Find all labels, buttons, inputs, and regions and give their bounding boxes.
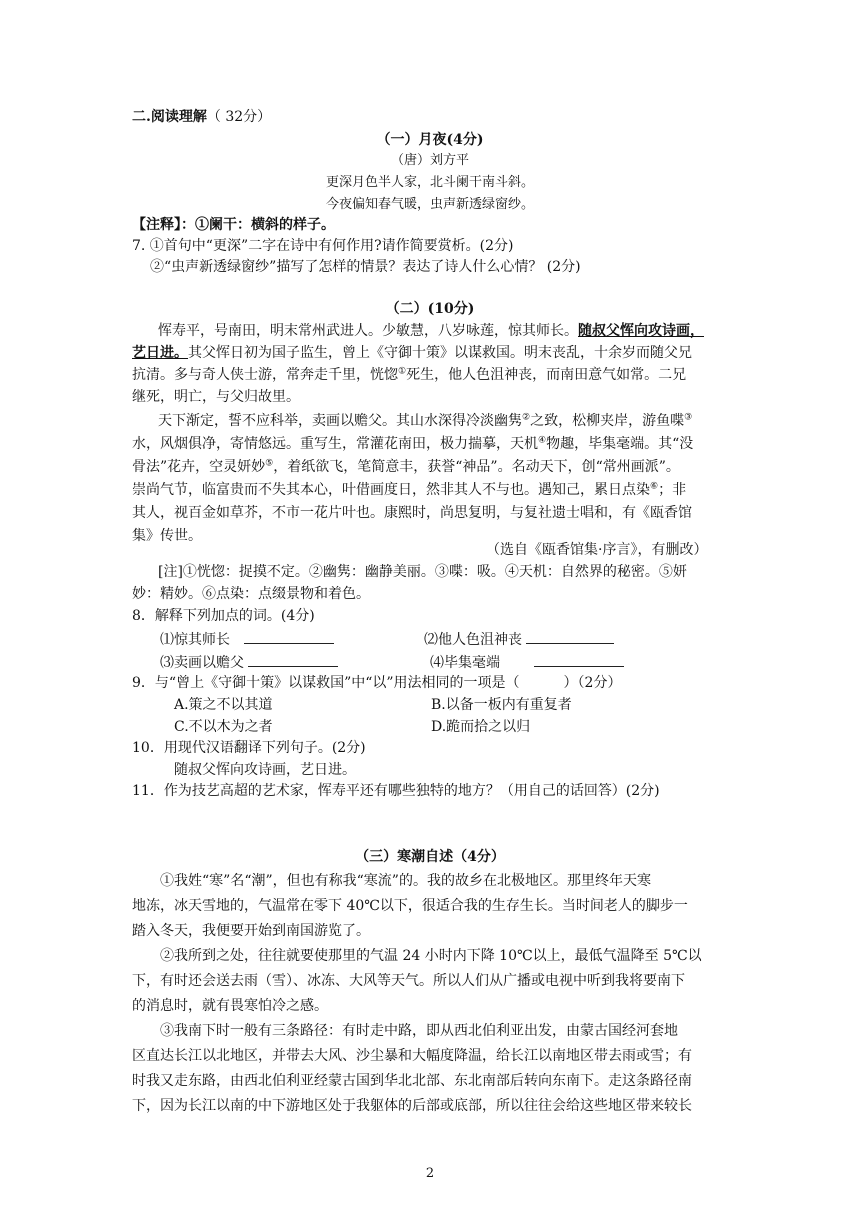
- section-heading-title: 二.阅读理解: [132, 109, 207, 125]
- poem-line-2: 今夜偏知春气暖，虫声新透绿窗纱。: [325, 197, 534, 212]
- passage2-text: 死生，他人色沮神丧，而南田意气如常。二兄: [406, 367, 687, 383]
- passage2-line-8: [132, 480, 686, 500]
- question-7-1: 7. ①首句中“更深”二字在诗中有何作用?请作简要赏析。(2分): [132, 238, 514, 254]
- passage2-notes-line-2: 妙：精妙。⑥点染：点缀景物和着色。: [132, 586, 370, 602]
- question-8-item-2: [424, 629, 614, 650]
- answer-blank[interactable]: [526, 629, 614, 644]
- option-c: C.不以木为之者: [174, 719, 273, 735]
- section-heading: [132, 107, 271, 127]
- passage3-line-9: 时我又走东路，由西北伯利亚经蒙古国到华北北部、东北南部后转向东南下。走这条路径南: [132, 1073, 692, 1089]
- passage3-line-3: 踏入冬天，我便要开始到南国游览了。: [132, 923, 370, 939]
- question-10-sentence: 随叔父恽向攻诗画，艺日进。: [174, 762, 356, 778]
- question-10: 10．用现代汉语翻译下列句子。(2分): [132, 740, 366, 756]
- question-9-stem: 9．与“曾上《守御十策》以谋救国”中“以”用法相同的一项是（: [132, 675, 520, 691]
- passage2-line-6: [132, 434, 693, 454]
- passage3-line-1: ①我姓“寒”名“潮”，但也有称我“寒流”的。我的故乡在北极地区。那里终年天寒: [160, 873, 651, 889]
- passage2-source: （选自《瓯香馆集·序言》，有删改）: [486, 542, 708, 558]
- footnote-marker: ②: [522, 412, 531, 423]
- question-8-item-1-label: ⑴惊其师长: [160, 632, 230, 648]
- passage2-line-4: 继死，明亡，与父归故里。: [132, 389, 300, 405]
- part3-title: （三）寒潮自述（4分）: [355, 849, 505, 865]
- passage3-line-8: 区直达长江以北地区，并带去大风、沙尘暴和大幅度降温，给长江以南地区带去雨或雪；有: [132, 1048, 692, 1064]
- poem-line-1: 更深月色半人家，北斗阑干南斗斜。: [325, 175, 534, 190]
- page-number: 2: [425, 1166, 435, 1181]
- option-b: B.以备一板内有重复者: [431, 697, 572, 713]
- passage2-line-2: [132, 343, 692, 363]
- passage2-line-7: [132, 457, 680, 477]
- poem-author: （唐）刘方平: [390, 153, 469, 168]
- poem-note: 【注释】：①阑干：横斜的样子。: [132, 217, 335, 233]
- part1-title: （一）月夜(4分): [376, 132, 484, 148]
- passage2-text: 抗清。多与奇人侠士游，常奔走千里，恍惚: [132, 367, 398, 383]
- passage2-line-1: [158, 321, 704, 341]
- question-8-item-3: [160, 652, 338, 673]
- passage2-line-10: 集》传世。: [132, 528, 202, 544]
- passage2-underlined-sentence: 随叔父恽向攻诗画，: [578, 323, 704, 339]
- passage2-text: 水，风烟俱净，寄情悠远。重写生，常灌花南田，极力揣摹，天机: [132, 436, 538, 452]
- question-11: 11．作为技艺高超的艺术家，恽寿平还有哪些独特的地方？（用自己的话回答）(2分): [132, 783, 660, 799]
- passage2-text: 天下渐定，誓不应科举，卖画以赡父。其山水深得冷淡幽隽: [158, 413, 522, 429]
- answer-blank[interactable]: [248, 652, 338, 667]
- passage3-line-10: 下，因为长江以南的中下游地区处于我躯体的后部或底部，所以往往会给这些地区带来较长: [132, 1098, 692, 1114]
- question-8-item-1: [160, 629, 334, 650]
- passage3-line-6: 的消息时，就有畏寒怕冷之感。: [132, 998, 328, 1014]
- part2-title: （二）(10分): [385, 301, 475, 317]
- question-8-item-3-label: ⑶卖画以赡父: [160, 655, 244, 671]
- passage2-text: ，着纸欲飞，笔简意丰，获誉“神品”。名动天下，创“常州画派”。: [273, 459, 680, 475]
- passage3-line-4: ②我所到之处，往往就要使那里的气温 24 小时内下降 10℃以上，最低气温降至 5℃以: [160, 948, 702, 964]
- option-a: A.策之不以其道: [174, 697, 273, 713]
- question-8: 8．解释下列加点的词。(4分): [132, 608, 315, 624]
- passage3-line-2: 地冻，冰天雪地的，气温常在零下 40℃以下，很适合我的生存生长。当时间老人的脚步一: [132, 898, 688, 914]
- passage2-line-3: [132, 365, 686, 385]
- passage2-text: 之致，松柳夹岸，游鱼喋: [530, 413, 685, 429]
- footnote-marker: ①: [398, 366, 407, 377]
- footnote-marker: ④: [538, 435, 547, 446]
- passage3-line-5: 下，有时还会送去雨（雪）、冰冻、大风等天气。所以人们从广播或电视中听到我将要南下: [132, 973, 685, 989]
- passage2-text: 其父恽日初为国子监生，曾上《守御十策》以谋救国。明末丧乱，十余岁而随父兄: [188, 345, 692, 361]
- footnote-marker: ⑥: [650, 481, 659, 492]
- option-d: D.跪而拾之以归: [431, 719, 531, 735]
- passage2-underlined-sentence-end: 艺日进。: [132, 345, 188, 361]
- passage2-text: 恽寿平，号南田，明末常州武进人。少敏慧，八岁咏莲，惊其师长。: [158, 323, 578, 339]
- question-8-item-2-label: ⑵他人色沮神丧: [424, 632, 522, 648]
- passage2-text: 物趣，毕集毫端。其“没: [546, 436, 694, 452]
- question-9: [132, 673, 621, 693]
- passage2-text: 崇尚气节，临富贵而不失其本心，叶借画度日，然非其人不与也。遇知己，累日点染: [132, 482, 650, 498]
- answer-blank[interactable]: [534, 652, 624, 667]
- question-7-2: ②“虫声新透绿窗纱”描写了怎样的情景？表达了诗人什么心情？ (2分): [150, 259, 581, 275]
- question-8-item-4: [430, 652, 624, 673]
- section-heading-score: （ 32分）: [206, 109, 272, 125]
- passage2-text: ；非: [658, 482, 687, 498]
- footnote-marker: ⑤: [265, 458, 274, 469]
- answer-blank[interactable]: [244, 629, 334, 644]
- passage2-text: 骨法”花卉，空灵妍妙: [132, 459, 266, 475]
- passage2-line-9: 其人，视百金如草芥，不市一花片叶也。康熙时，尚思复明，与复社遗士唱和，有《瓯香馆: [132, 505, 692, 521]
- question-9-score: ）（2分）: [563, 675, 622, 691]
- passage2-line-5: [158, 411, 692, 431]
- passage2-notes-line-1: [注]①恍惚：捉摸不定。②幽隽：幽静美丽。③喋：吸。④天机：自然界的秘密。⑤妍: [158, 564, 687, 580]
- passage3-line-7: ③我南下时一般有三条路径：有时走中路，即从西北伯利亚出发，由蒙古国经河套地: [160, 1023, 678, 1039]
- question-8-item-4-label: ⑷毕集毫端: [430, 655, 500, 671]
- footnote-marker: ③: [684, 412, 693, 423]
